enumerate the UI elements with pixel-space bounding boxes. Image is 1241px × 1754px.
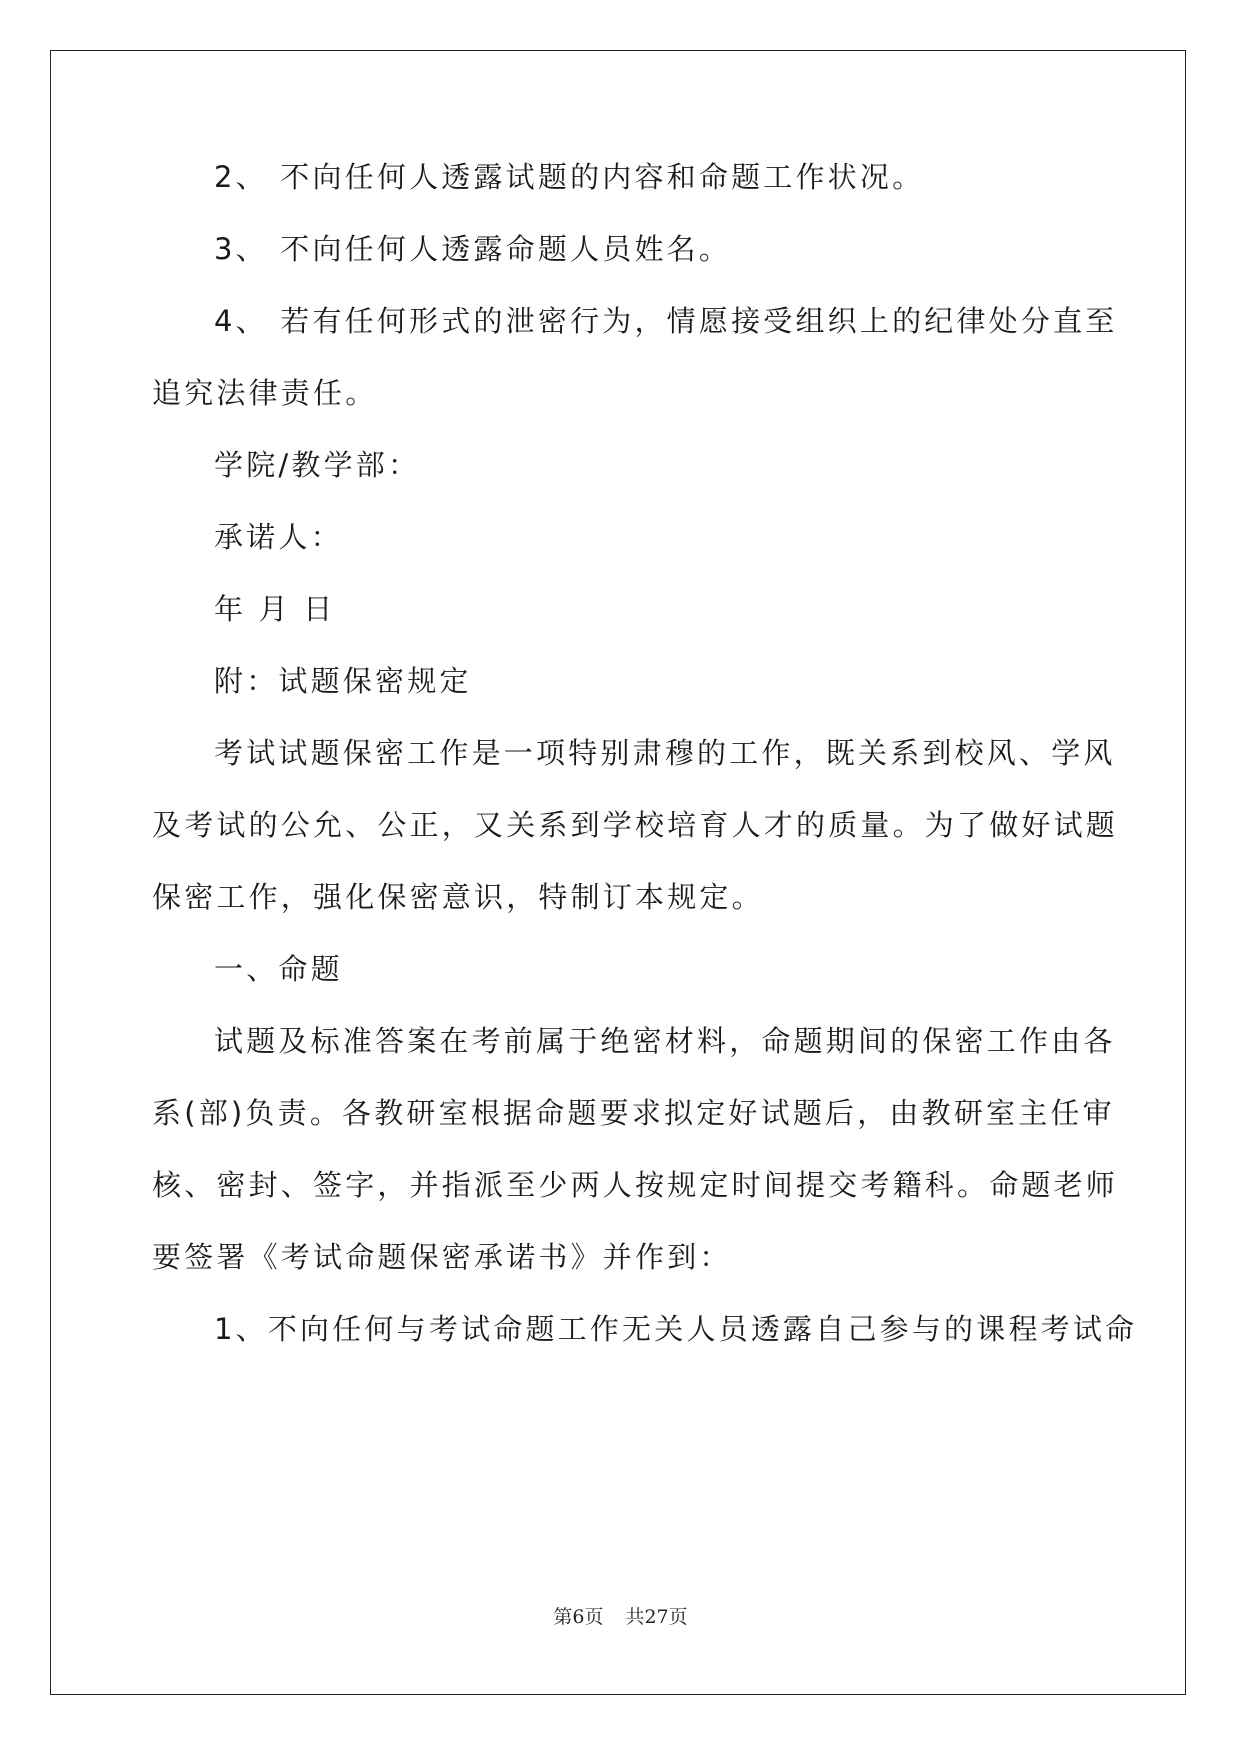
paragraph-line: 追究法律责任。 xyxy=(152,376,378,410)
paragraph-line: 一、命题 xyxy=(214,952,343,986)
page-total: 共27页 xyxy=(625,1606,688,1628)
page-border xyxy=(50,50,1186,1695)
paragraph-line: 考试试题保密工作是一项特别肃穆的工作，既关系到校风、学风 xyxy=(214,736,1116,770)
paragraph-line: 试题及标准答案在考前属于绝密材料，命题期间的保密工作由各 xyxy=(214,1024,1116,1058)
paragraph-line: 2、 不向任何人透露试题的内容和命题工作状况。 xyxy=(214,160,925,194)
page-number: 第6页 xyxy=(553,1606,604,1628)
paragraph-line: 系(部)负责。各教研室根据命题要求拟定好试题后，由教研室主任审 xyxy=(152,1096,1115,1130)
paragraph-line: 要签署《考试命题保密承诺书》并作到： xyxy=(152,1240,732,1274)
paragraph-line: 核、密封、签字，并指派至少两人按规定时间提交考籍科。命题老师 xyxy=(152,1168,1119,1202)
paragraph-line: 1、不向任何与考试命题工作无关人员透露自己参与的课程考试命 xyxy=(214,1312,1138,1346)
paragraph-line: 学院/教学部： xyxy=(214,448,421,482)
paragraph-line: 3、 不向任何人透露命题人员姓名。 xyxy=(214,232,732,266)
paragraph-line: 4、 若有任何形式的泄密行为，情愿接受组织上的纪律处分直至 xyxy=(214,304,1118,338)
page-footer xyxy=(0,1602,1241,1629)
paragraph-line: 承诺人： xyxy=(214,520,343,554)
paragraph-line: 附：试题保密规定 xyxy=(214,664,472,698)
paragraph-line: 及考试的公允、公正，又关系到学校培育人才的质量。为了做好试题 xyxy=(152,808,1119,842)
paragraph-line: 保密工作，强化保密意识，特制订本规定。 xyxy=(152,880,764,914)
paragraph-line: 年 月 日 xyxy=(214,592,336,626)
